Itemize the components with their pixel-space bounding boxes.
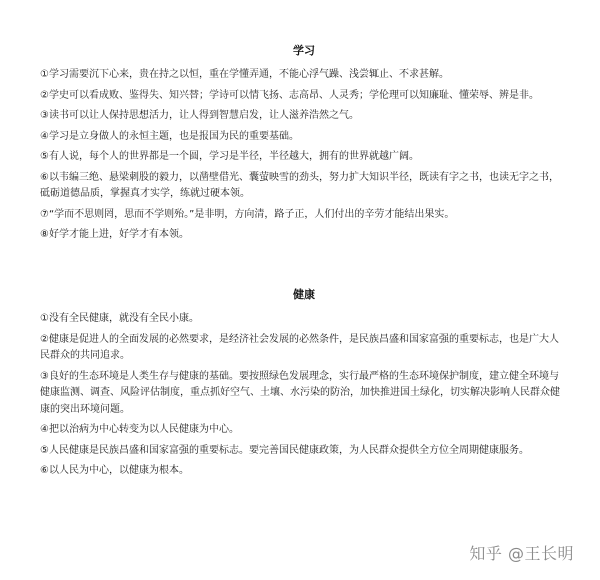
health-item-1: ①没有全民健康，就没有全民小康。 <box>40 313 199 324</box>
learning-list <box>40 67 568 244</box>
health-item-6: ⑥以人民为中心，以健康为根本。 <box>40 465 189 476</box>
learning-item-8: ⑧好学才能上进，好学才有本领。 <box>40 229 189 240</box>
health-list <box>40 311 568 480</box>
health-section <box>40 288 568 484</box>
learning-item-1: ①学习需要沉下心来，贵在持之以恒，重在学懂弄通，不能心浮气躁、浅尝辄止、不求甚解。 <box>40 69 449 80</box>
health-title: 健康 <box>293 288 315 301</box>
learning-item-4: ④学习是立身做人的永恒主题，也是报国为民的重要基础。 <box>40 130 299 142</box>
zhihu-watermark: 知乎 @王长明 <box>469 544 574 563</box>
learning-item-6: ⑥以韦编三绝、悬梁刺股的毅力，以凿壁借光、囊萤映雪的劲头，努力扩大知识半径，既读有字之书，也读无字之书，砥砺道德品质，掌握真才实学，练就过硬本领。 <box>40 171 559 199</box>
health-item-4: ④把以治病为中心转变为以人民健康为中心。 <box>40 424 239 435</box>
health-item-3: ③良好的生态环境是人类生存与健康的基础。要按照绿色发展理念，实行最严格的生态环境保护制度，建立健全环境与健康监测、调查、风险评估制度，重点抓好空气、土壤、水污染的防治，加快推进国土绿化，切实解决影响人民群众健康的突出环境问题。 <box>40 370 560 415</box>
learning-section <box>40 44 568 248</box>
learning-item-3: ③读书可以让人保持思想活力，让人得到智慧启发，让人滋养浩然之气。 <box>40 110 359 121</box>
learning-item-7: ⑦“学而不思则罔，思而不学则殆。”是非明，方向清，路子正，人们付出的辛劳才能结出果实。 <box>40 208 455 220</box>
health-item-5: ⑤人民健康是民族昌盛和国家富强的重要标志。要完善国民健康政策，为人民群众提供全方位全周期健康服务。 <box>40 444 529 456</box>
learning-item-2: ②学史可以看成败、鉴得失、知兴替；学诗可以情飞扬、志高昂、人灵秀；学伦理可以知廉耻、懂荣辱、辨是非。 <box>40 89 539 101</box>
health-item-2: ②健康是促进人的全面发展的必然要求，是经济社会发展的必然条件，是民族昌盛和国家富强的重要标志，也是广大人民群众的共同追求。 <box>40 333 559 361</box>
learning-title: 学习 <box>293 44 315 57</box>
learning-item-5: ⑤有人说，每个人的世界都是一个圆，学习是半径，半径越大，拥有的世界就越广阔。 <box>40 151 419 162</box>
